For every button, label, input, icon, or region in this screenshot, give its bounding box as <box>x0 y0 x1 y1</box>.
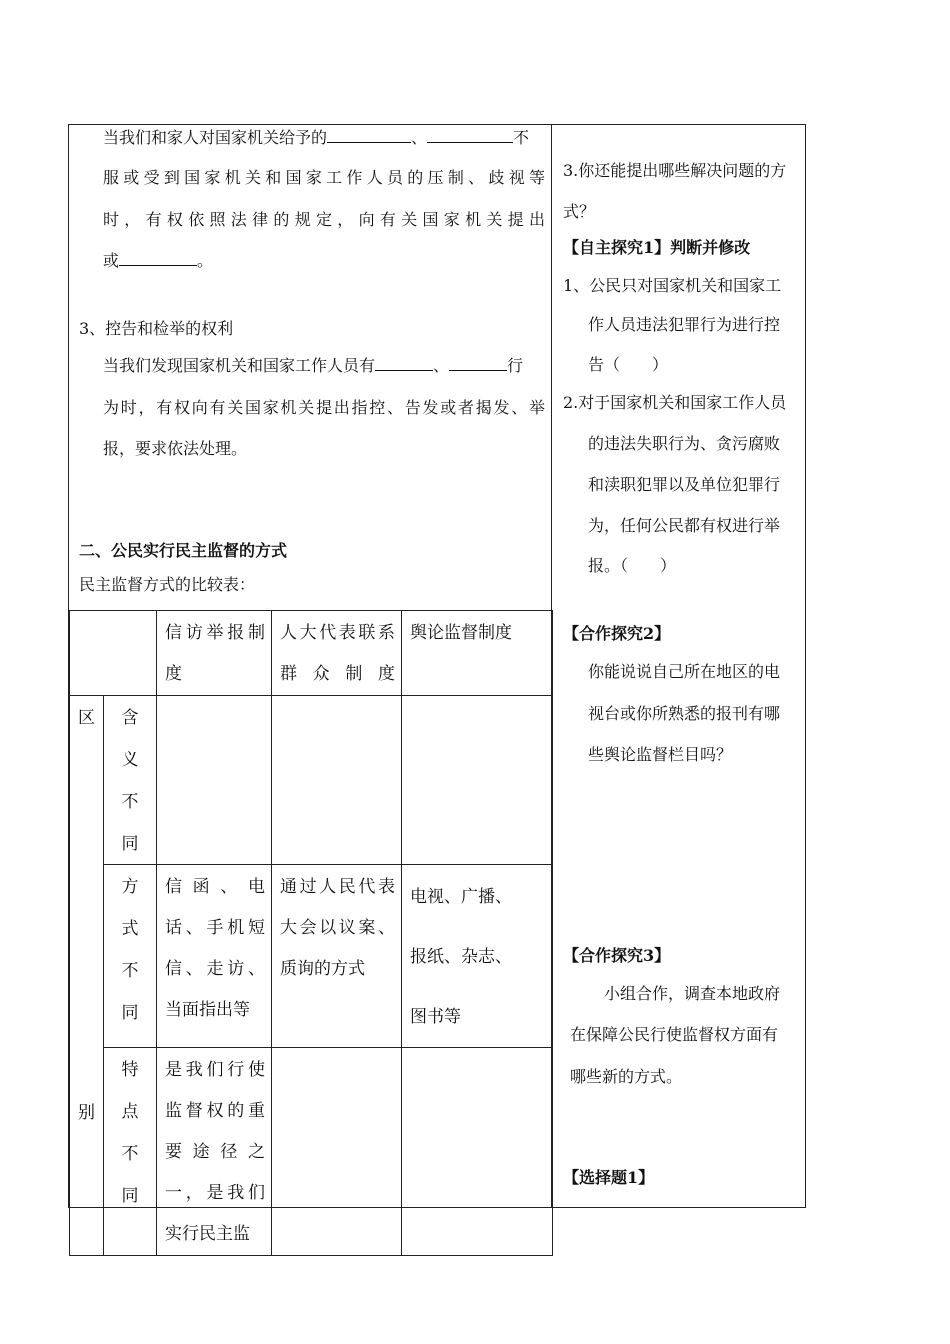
text: 。 <box>197 251 214 270</box>
text: 或 <box>103 251 120 270</box>
table-cell: 通过人民代表大会以议案、质询的方式 <box>272 865 402 1048</box>
row-group-char: 区 <box>78 708 95 728</box>
table-cell <box>272 696 402 865</box>
table-cell: 电视、广播、报纸、杂志、图书等 <box>402 865 553 1048</box>
question-line: 式？ <box>563 202 596 221</box>
table-header-cell: 信访举报制度 <box>157 611 272 696</box>
paragraph-line <box>103 251 213 271</box>
explore2-line: 视台或你所熟悉的报刊有哪 <box>588 704 781 723</box>
paragraph-line <box>103 128 529 148</box>
explore2-line: 你能说说自己所在地区的电 <box>588 662 781 681</box>
text: 当我们发现国家机关和国家工作人员有 <box>103 356 376 375</box>
row-label-cell: 特 点 不 同 <box>104 1048 157 1256</box>
comparison-table <box>69 610 552 1244</box>
explore2-title: 【合作探究2】 <box>563 624 671 643</box>
fill-blank <box>427 128 513 143</box>
table-corner-cell <box>70 611 157 696</box>
fill-blank <box>449 356 507 371</box>
table-cell <box>402 696 553 865</box>
choice-title: 【选择题1】 <box>563 1168 655 1187</box>
explore3-title: 【合作探究3】 <box>563 946 671 965</box>
table-row <box>70 1048 553 1256</box>
text: 、 <box>411 128 428 147</box>
item-line: 报。（ ） <box>588 556 677 575</box>
table-cell: 是我们行使监督权的重要途径之一，是我们实行民主监 <box>157 1048 272 1256</box>
text: 、 <box>433 356 450 375</box>
table-cell <box>272 1048 402 1256</box>
row-group-char: 别 <box>78 1103 95 1123</box>
table-cell: 信函、电话、手机短信、走访、当面指出等 <box>157 865 272 1048</box>
explore3-line: 小组合作，调查本地政府 <box>604 984 781 1003</box>
table-row <box>70 696 553 865</box>
explore2-line: 些舆论监督栏目吗？ <box>588 745 733 764</box>
paragraph-line: 报，要求依法处理。 <box>103 439 248 458</box>
item-line: 2.对于国家机关和国家工作人员 <box>563 393 787 412</box>
paragraph-line: 为时，有权向有关国家机关提出指控、告发或者揭发、举 <box>103 398 545 417</box>
table-caption: 民主监督方式的比较表： <box>79 575 256 594</box>
paragraph-line: 时，有权依照法律的规定，向有关国家机关提出 <box>103 210 545 229</box>
row-label-cell: 含 义 不 同 <box>104 696 157 865</box>
explore3-line: 哪些新的方式。 <box>570 1067 683 1086</box>
table-header-cell: 舆论监督制度 <box>402 611 553 696</box>
text: 行 <box>507 356 524 375</box>
text: 不 <box>513 128 530 147</box>
question-line: 3.你还能提出哪些解决问题的方 <box>563 161 787 180</box>
item-line: 和渎职犯罪以及单位犯罪行 <box>588 475 781 494</box>
fill-blank <box>327 128 411 143</box>
explore3-line: 在保障公民行使监督权方面有 <box>570 1025 779 1044</box>
item-line: 为，任何公民都有权进行举 <box>588 516 781 535</box>
paragraph-line: 服或受到国家机关和国家工作人员的压制、歧视等 <box>103 168 545 187</box>
explore1-title: 【自主探究1】判断并修改 <box>563 238 751 257</box>
paragraph-line <box>103 356 523 376</box>
item-line: 作人员违法犯罪行为进行控 <box>588 315 781 334</box>
fill-blank <box>375 356 433 371</box>
text: 当我们和家人对国家机关给予的 <box>103 128 328 147</box>
item-line: 告（ ） <box>588 355 669 374</box>
fill-blank <box>119 251 197 266</box>
item-line: 1、公民只对国家机关和国家工 <box>563 276 782 295</box>
row-group-label <box>70 696 104 1256</box>
subheading: 3、控告和检举的权利 <box>79 319 234 338</box>
table-row <box>70 865 553 1048</box>
table-header-row <box>70 611 553 696</box>
item-line: 的违法失职行为、贪污腐败 <box>588 434 781 453</box>
table-header-cell: 人大代表联系群众制度 <box>272 611 402 696</box>
table-cell <box>157 696 272 865</box>
row-label-cell: 方 式 不 同 <box>104 865 157 1048</box>
section-title: 二、公民实行民主监督的方式 <box>79 541 288 560</box>
table-cell <box>402 1048 553 1256</box>
